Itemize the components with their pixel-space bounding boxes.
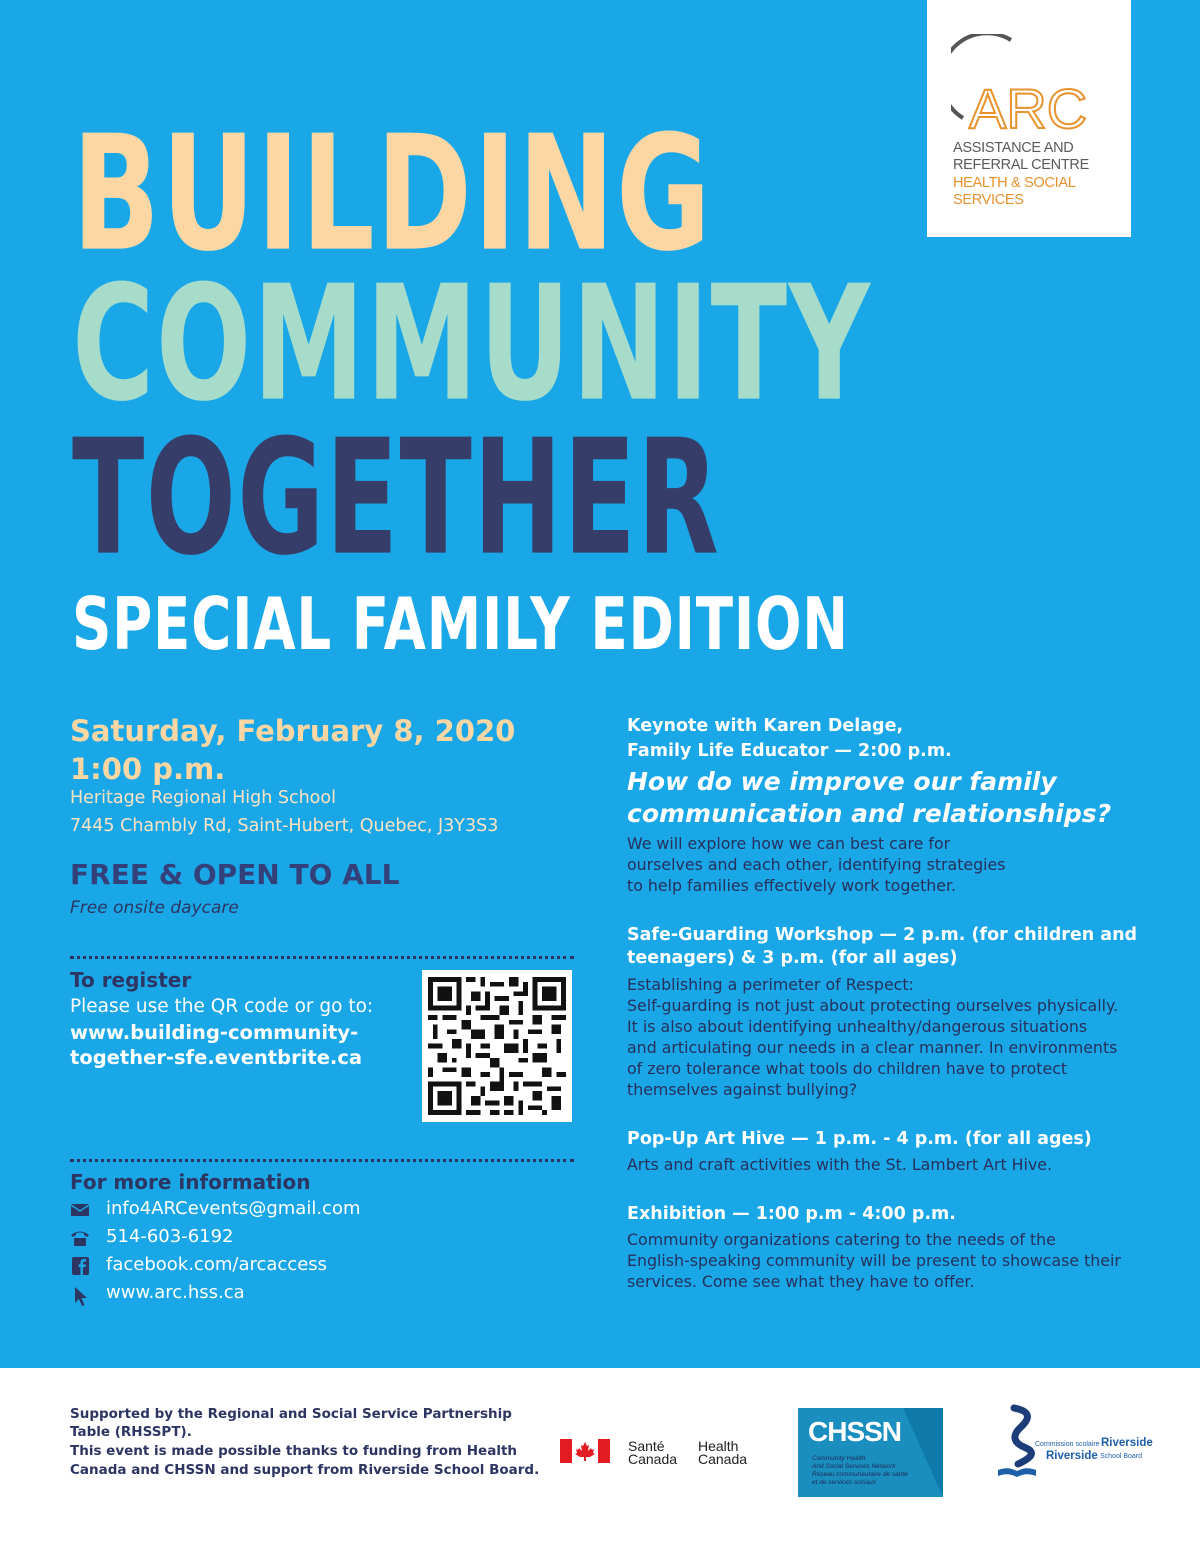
footer-text: This event is made possible thanks to funding from Health: [70, 1443, 518, 1459]
qr-code[interactable]: [422, 970, 572, 1122]
chssn-logo: [798, 1408, 943, 1497]
chssn-logo-title: CHSSN: [808, 1416, 902, 1447]
exhibition-body: Community organizations catering to the needs of the: [627, 1230, 1056, 1249]
headline-subtitle: SPECIAL FAMILY EDITION: [72, 582, 849, 666]
riverside-logo-text: Riverside: [1046, 1450, 1098, 1462]
workshop-title: Safe-Guarding Workshop — 2 p.m. (for children and: [627, 925, 1138, 945]
arc-logo: [927, 0, 1131, 237]
arc-logo-line: SERVICES: [953, 192, 1024, 208]
arc-logo-line: ASSISTANCE AND: [953, 140, 1074, 156]
event-address: 7445 Chambly Rd, Saint-Hubert, Quebec, J3Y3S3: [70, 816, 499, 836]
more-info-heading: For more information: [70, 1170, 311, 1194]
chssn-logo-line: et de services sociaux: [812, 1479, 876, 1486]
keynote-body: We will explore how we can best care for: [627, 834, 951, 853]
keynote-subtitle: Family Life Educator — 2:00 p.m.: [627, 741, 952, 761]
divider: [70, 1159, 574, 1162]
workshop-body: Self-guarding is not just about protecting ourselves physically.: [627, 996, 1119, 1015]
canada-wordmark-fr: Santé: [628, 1438, 665, 1454]
riverside-logo-text: School Board: [1100, 1453, 1143, 1460]
event-time: 1:00 p.m.: [70, 752, 226, 786]
canada-flag-icon: [560, 1439, 610, 1463]
cursor-icon: [70, 1285, 90, 1307]
facebook-icon: [70, 1257, 90, 1275]
event-date: Saturday, February 8, 2020: [70, 714, 516, 748]
headline-together: TOGETHER: [72, 404, 721, 591]
chssn-logo-line: And Social Services Network: [812, 1463, 896, 1470]
contact-facebook-text: facebook.com/arcaccess: [106, 1254, 328, 1275]
phone-icon: [70, 1229, 90, 1247]
register-heading: To register: [70, 968, 192, 992]
arc-logo-line: REFERRAL CENTRE: [953, 157, 1089, 173]
riverside-logo-text: Commission scolaire: [1035, 1441, 1100, 1448]
keynote-question: communication and relationships?: [627, 799, 1112, 828]
contact-website-text: www.arc.hss.ca: [106, 1282, 245, 1303]
register-text: Please use the QR code or go to:: [70, 996, 374, 1017]
svg-text:ARC: ARC: [969, 77, 1088, 134]
chssn-logo-line: Réseau communautaire de santé: [812, 1471, 908, 1478]
riverside-logo-text: Riverside: [1101, 1437, 1153, 1449]
footer-text: Supported by the Regional and Social Service Partnership: [70, 1406, 512, 1422]
workshop-body: Establishing a perimeter of Respect:: [627, 975, 914, 994]
chssn-logo-line: Community Health: [812, 1455, 866, 1462]
arc-logo-mark: [951, 34, 1111, 134]
envelope-icon: [70, 1201, 90, 1219]
headline-building: BUILDING: [72, 100, 713, 287]
canada-wordmark-en: Health: [698, 1438, 739, 1454]
chssn-logo-accent: [903, 1408, 943, 1497]
contact-email-text: info4ARCevents@gmail.com: [106, 1198, 361, 1219]
arthive-body: Arts and craft activities with the St. Lambert Art Hive.: [627, 1155, 1053, 1174]
exhibition-body: services. Come see what they have to offer.: [627, 1272, 975, 1291]
keynote-body: ourselves and each other, identifying strategies: [627, 855, 1006, 874]
keynote-body: to help families effectively work together.: [627, 876, 957, 895]
divider: [70, 956, 574, 959]
footer-text: Table (RHSSPT).: [70, 1424, 192, 1440]
free-open-to-all: FREE & OPEN TO ALL: [70, 858, 400, 891]
workshop-title: teenagers) & 3 p.m. (for all ages): [627, 948, 958, 968]
workshop-body: It is also about identifying unhealthy/dangerous situations: [627, 1017, 1088, 1036]
keynote-title: Keynote with Karen Delage,: [627, 716, 904, 736]
register-url-line[interactable]: www.building-community-: [70, 1021, 359, 1044]
workshop-body: and articulating our needs in a clear manner. In environments: [627, 1038, 1118, 1057]
keynote-question: How do we improve our family: [627, 767, 1057, 796]
exhibition-title: Exhibition — 1:00 p.m - 4:00 p.m.: [627, 1204, 956, 1224]
daycare-note: Free onsite daycare: [70, 898, 239, 918]
canada-wordmark-fr: Canada: [628, 1451, 678, 1467]
arc-logo-line: HEALTH & SOCIAL: [953, 175, 1076, 191]
exhibition-body: English-speaking community will be present to showcase their: [627, 1251, 1121, 1270]
qr-code-pattern: [428, 977, 566, 1115]
contact-phone-text: 514-603-6192: [106, 1226, 234, 1247]
workshop-body: themselves against bullying?: [627, 1080, 858, 1099]
register-url-line[interactable]: together-sfe.eventbrite.ca: [70, 1046, 363, 1069]
workshop-body: of zero tolerance what tools do children have to protect: [627, 1059, 1068, 1078]
canada-wordmark-en: Canada: [698, 1451, 748, 1467]
arthive-title: Pop-Up Art Hive — 1 p.m. - 4 p.m. (for all ages): [627, 1129, 1092, 1149]
headline-community: COMMUNITY: [72, 250, 872, 437]
event-venue: Heritage Regional High School: [70, 788, 336, 808]
footer-text: Canada and CHSSN and support from Riverside School Board.: [70, 1462, 540, 1478]
